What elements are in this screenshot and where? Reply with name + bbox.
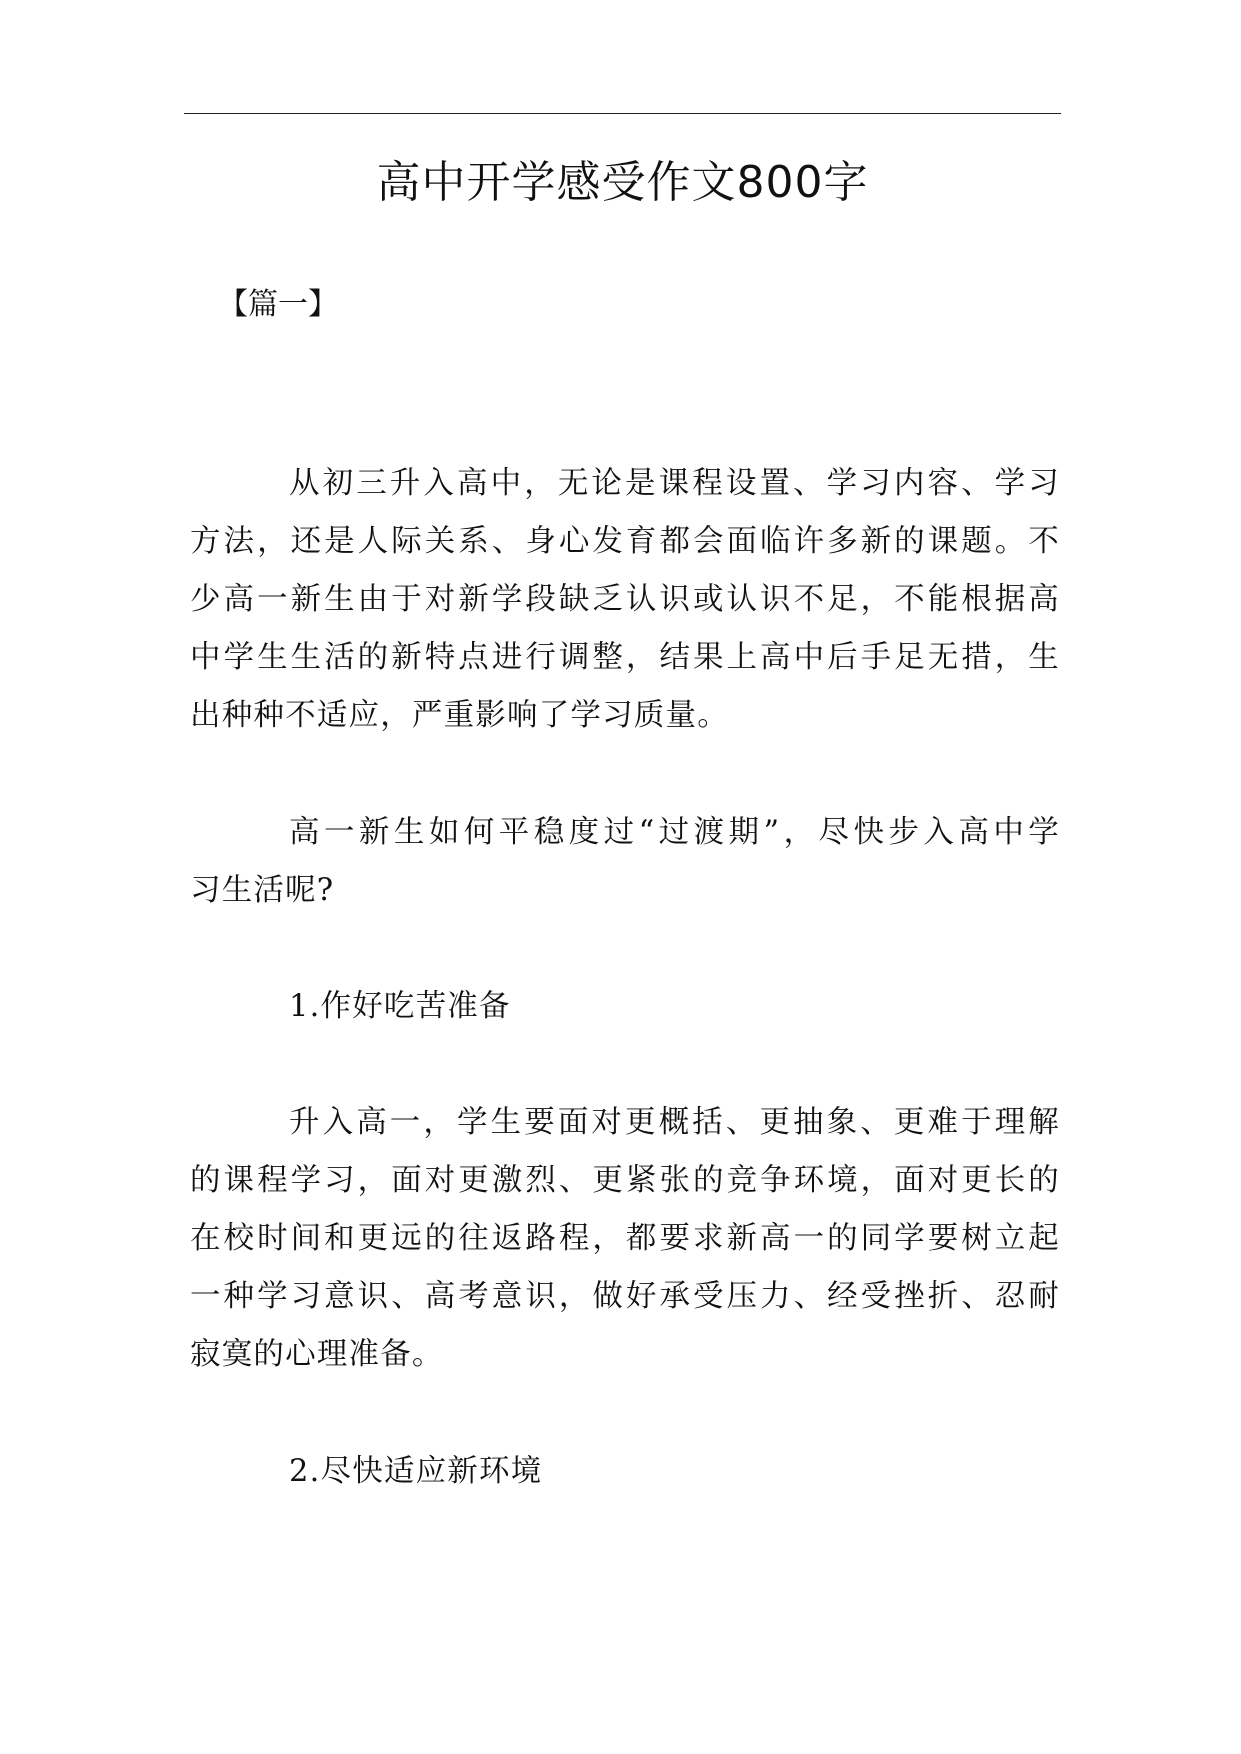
paragraph-line: 在校时间和更远的往返路程，都要求新高一的同学要树立起 bbox=[190, 1221, 1060, 1256]
paragraph-3 bbox=[190, 1094, 1060, 1384]
subheading-line: 2.尽快适应新环境 bbox=[289, 1454, 543, 1489]
paragraph-line: 方法，还是人际关系、身心发育都会面临许多新的课题。不 bbox=[190, 524, 1060, 559]
subheading-line: 1.作好吃苦准备 bbox=[289, 989, 511, 1024]
paragraph-2 bbox=[190, 804, 1060, 920]
paragraph-line: 中学生生活的新特点进行调整，结果上高中后手足无措，生 bbox=[190, 640, 1060, 675]
paragraph-line: 出种种不适应，严重影响了学习质量。 bbox=[190, 698, 729, 733]
section-label: 【篇一】 bbox=[218, 287, 338, 322]
subheading-1 bbox=[190, 978, 1060, 1036]
subheading-2 bbox=[190, 1443, 1060, 1501]
header-rule bbox=[184, 113, 1061, 114]
paragraph-line: 寂寞的心理准备。 bbox=[190, 1337, 444, 1372]
paragraph-line: 高一新生如何平稳度过“过渡期”，尽快步入高中学 bbox=[289, 815, 1060, 850]
document-title: 高中开学感受作文800字 bbox=[376, 157, 869, 208]
paragraph-1 bbox=[190, 455, 1060, 745]
paragraph-line: 的课程学习，面对更激烈、更紧张的竞争环境，面对更长的 bbox=[190, 1163, 1060, 1198]
paragraph-line: 少高一新生由于对新学段缺乏认识或认识不足，不能根据高 bbox=[190, 582, 1060, 617]
paragraph-line: 习生活呢? bbox=[190, 873, 335, 908]
paragraph-line: 从初三升入高中，无论是课程设置、学习内容、学习 bbox=[289, 466, 1060, 501]
paragraph-line: 升入高一，学生要面对更概括、更抽象、更难于理解 bbox=[289, 1105, 1060, 1140]
paragraph-line: 一种学习意识、高考意识，做好承受压力、经受挫折、忍耐 bbox=[190, 1279, 1060, 1314]
